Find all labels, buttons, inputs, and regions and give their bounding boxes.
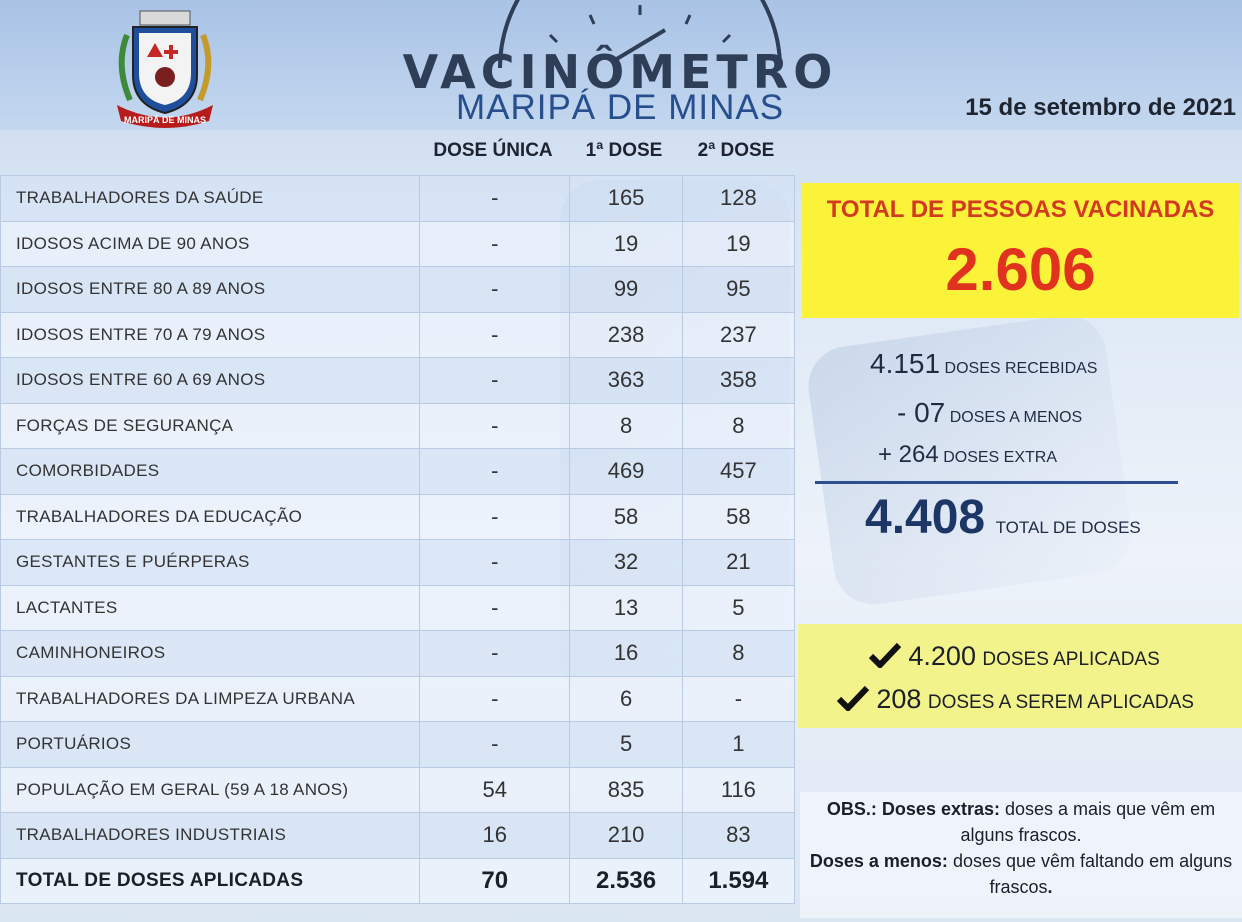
row-label: IDOSOS ACIMA DE 90 ANOS (1, 221, 420, 267)
column-header-1a-dose: 1ª DOSE (585, 140, 663, 161)
dose-2-cell: 95 (682, 267, 794, 313)
column-header-dose-unica: DOSE ÚNICA (433, 140, 553, 161)
vaccination-table (0, 175, 795, 904)
checkmark-icon (868, 642, 902, 668)
dose-unica-cell: - (420, 676, 570, 722)
table-row (1, 676, 795, 722)
dose-2-cell: 21 (682, 540, 794, 586)
total-doses-line (865, 490, 1141, 545)
doses-less-number: - 07 (897, 397, 946, 428)
total-doses-label: TOTAL DE DOSES (995, 518, 1141, 537)
dose-1-cell: 99 (570, 267, 682, 313)
dose-2-cell: 83 (682, 813, 794, 859)
page-title: VACINÔMETRO (402, 45, 838, 99)
totals-dose-unica: 70 (420, 858, 570, 904)
obs-less-term: Doses a menos: (809, 851, 948, 871)
table-row (1, 267, 795, 313)
dose-unica-cell: - (420, 403, 570, 449)
row-label: IDOSOS ENTRE 80 A 89 ANOS (1, 267, 420, 313)
row-label: TRABALHADORES DA SAÚDE (1, 176, 420, 222)
applied-doses-label: DOSES APLICADAS (982, 649, 1160, 670)
dose-unica-cell: - (420, 267, 570, 313)
row-label: IDOSOS ENTRE 60 A 69 ANOS (1, 358, 420, 404)
dose-unica-cell: 16 (420, 813, 570, 859)
total-vaccinated-box (802, 183, 1239, 318)
dose-2-cell: 358 (682, 358, 794, 404)
dose-1-cell: 165 (570, 176, 682, 222)
divider-line (815, 481, 1178, 484)
dose-1-cell: 210 (570, 813, 682, 859)
doses-received-line (870, 348, 1097, 380)
dose-1-cell: 58 (570, 494, 682, 540)
dose-1-cell: 363 (570, 358, 682, 404)
dose-2-cell: 58 (682, 494, 794, 540)
row-label: GESTANTES E PUÉRPERAS (1, 540, 420, 586)
table-row (1, 494, 795, 540)
dose-1-cell: 13 (570, 585, 682, 631)
dose-2-cell: - (682, 676, 794, 722)
total-doses-number: 4.408 (865, 491, 986, 544)
dose-2-cell: 457 (682, 449, 794, 495)
table-row (1, 631, 795, 677)
table-row (1, 176, 795, 222)
table-row (1, 585, 795, 631)
total-vaccinated-value: 2.606 (945, 236, 1096, 303)
row-label: PORTUÁRIOS (1, 722, 420, 768)
doses-extra-label: DOSES EXTRA (943, 449, 1057, 466)
applied-doses-number: 4.200 (908, 641, 976, 671)
dose-1-cell: 16 (570, 631, 682, 677)
dose-unica-cell: - (420, 221, 570, 267)
dose-2-cell: 1 (682, 722, 794, 768)
dose-unica-cell: - (420, 176, 570, 222)
dose-2-cell: 5 (682, 585, 794, 631)
doses-less-line (897, 397, 1082, 429)
totals-label: TOTAL DE DOSES APLICADAS (1, 858, 420, 904)
dose-1-cell: 5 (570, 722, 682, 768)
dose-1-cell: 238 (570, 312, 682, 358)
row-label: TRABALHADORES INDUSTRIAIS (1, 813, 420, 859)
page-subtitle: MARIPÁ DE MINAS (455, 88, 785, 127)
row-label: LACTANTES (1, 585, 420, 631)
row-label: COMORBIDADES (1, 449, 420, 495)
observation-note: OBS.: Doses extras: doses a mais que vêm em alguns frascos. Doses a menos: doses que vêm faltando em alguns frascos. (800, 792, 1242, 918)
table-row (1, 403, 795, 449)
pending-doses-line (836, 684, 1194, 715)
dose-1-cell: 8 (570, 403, 682, 449)
dose-2-cell: 8 (682, 631, 794, 677)
dose-unica-cell: - (420, 494, 570, 540)
dose-2-cell: 237 (682, 312, 794, 358)
table-row (1, 767, 795, 813)
row-label: IDOSOS ENTRE 70 A 79 ANOS (1, 312, 420, 358)
dose-unica-cell: - (420, 449, 570, 495)
obs-prefix: OBS.: (826, 799, 877, 819)
dose-unica-cell: - (420, 358, 570, 404)
doses-less-label: DOSES A MENOS (949, 409, 1083, 426)
doses-extra-line (878, 441, 1057, 469)
table-row (1, 312, 795, 358)
logo-banner-text: MARIPÁ DE MINAS (123, 115, 207, 125)
dose-unica-cell: - (420, 540, 570, 586)
obs-extra-term: Doses extras: (881, 799, 1000, 819)
dose-1-cell: 6 (570, 676, 682, 722)
obs-less-text: doses que vêm faltando em alguns frascos (952, 851, 1233, 897)
dose-unica-cell: - (420, 722, 570, 768)
row-label: TRABALHADORES DA LIMPEZA URBANA (1, 676, 420, 722)
pending-doses-label: DOSES A SEREM APLICADAS (927, 692, 1194, 713)
obs-extra-text: doses a mais que vêm em alguns frascos. (960, 799, 1216, 845)
pending-doses-number: 208 (876, 684, 922, 714)
total-vaccinated-label: TOTAL DE PESSOAS VACINADAS (826, 196, 1215, 223)
municipal-coat-of-arms-logo (105, 5, 225, 130)
applied-doses-line (868, 641, 1160, 672)
row-label: TRABALHADORES DA EDUCAÇÃO (1, 494, 420, 540)
doses-received-number: 4.151 (870, 348, 941, 379)
dose-1-cell: 19 (570, 221, 682, 267)
dose-2-cell: 8 (682, 403, 794, 449)
table-row (1, 722, 795, 768)
dose-1-cell: 835 (570, 767, 682, 813)
table-row (1, 540, 795, 586)
column-header-2a-dose: 2ª DOSE (697, 140, 775, 161)
dose-1-cell: 469 (570, 449, 682, 495)
dose-2-cell: 128 (682, 176, 794, 222)
checkmark-icon (836, 685, 870, 711)
row-label: CAMINHONEIROS (1, 631, 420, 677)
dose-unica-cell: 54 (420, 767, 570, 813)
row-label: FORÇAS DE SEGURANÇA (1, 403, 420, 449)
dose-unica-cell: - (420, 631, 570, 677)
totals-dose-1: 2.536 (570, 858, 682, 904)
doses-extra-number: + 264 (878, 441, 939, 468)
dose-unica-cell: - (420, 585, 570, 631)
table-row (1, 358, 795, 404)
table-row (1, 221, 795, 267)
report-date: 15 de setembro de 2021 (965, 94, 1236, 121)
row-label: POPULAÇÃO EM GERAL (59 A 18 ANOS) (1, 767, 420, 813)
dose-1-cell: 32 (570, 540, 682, 586)
totals-row (1, 858, 795, 904)
totals-dose-2: 1.594 (682, 858, 794, 904)
table-row (1, 813, 795, 859)
dose-2-cell: 19 (682, 221, 794, 267)
dose-2-cell: 116 (682, 767, 794, 813)
doses-received-label: DOSES RECEBIDAS (944, 360, 1098, 377)
dose-unica-cell: - (420, 312, 570, 358)
table-row (1, 449, 795, 495)
